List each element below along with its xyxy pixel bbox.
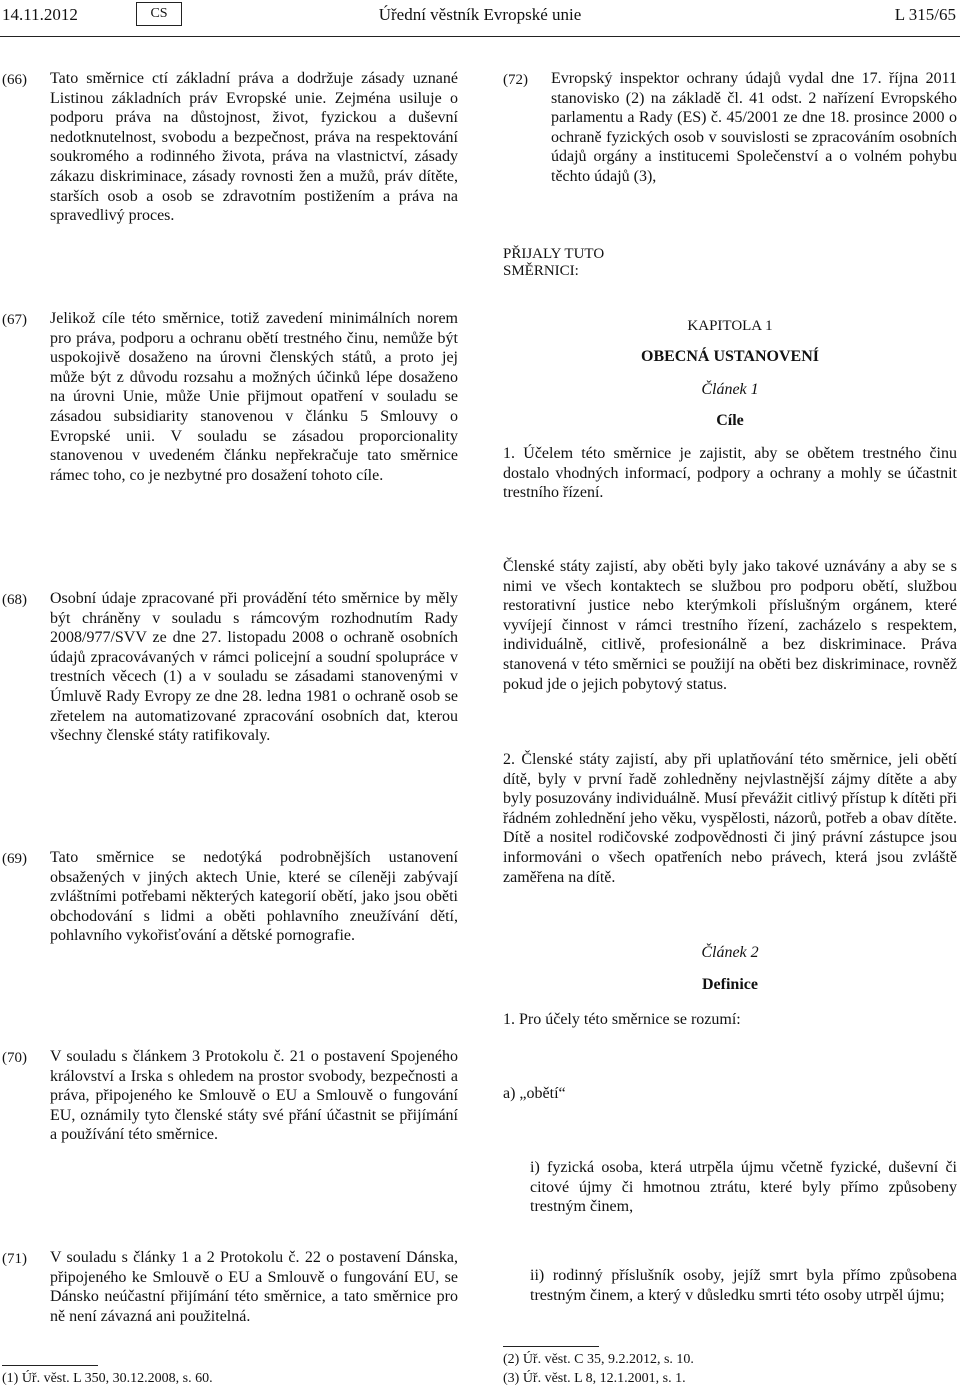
footnote-rule-right <box>503 1346 599 1347</box>
journal-title: Úřední věstník Evropské unie <box>378 5 582 24</box>
article-1-paragraph-1-continued: Členské státy zajistí, aby oběti byly jako takové uznávány a aby se s nimi ve všech kontaktech se službou pro podporu obětí, službou restorativní justice nebo kterýmkoli příslušným orgánem, které vyvíjejí činnost v rámci trestního řízení, zacházelo s respektem, individuálně, citlivě, profesionálně a bez diskriminace. Práva stanovená v této směrnici se použijí na oběti bez diskriminace, rovněž pokud jde o jejich pobytový status. <box>503 558 957 693</box>
footnote-3: (3) Úř. věst. L 8, 12.1.2001, s. 1. <box>503 1371 686 1386</box>
article-1-paragraph-2: 2. Členské státy zajistí, aby při uplatňování této směrnice, jeli obětí dítě, byly v první řadě zohledněny nejvlastnější zájmy dítěte a aby byly posuzovány individuálně. Musí převážit citlivý přístup k dítěti při řádném zohlednění jeho věku, vyspělosti, názorů, potřeb a obav dítěte. Dítě a nositel rodičovské zodpovědnosti či jiný právní zástupce jsou informováni o všech opatřeních nebo právech, která jsou zvláště zaměřena na dítě. <box>503 751 957 886</box>
language-badge: CS <box>136 2 182 26</box>
adoption-formula: PŘIJALY TUTO SMĚRNICI: <box>503 246 605 279</box>
definition-a-i: i) fyzická osoba, která utrpěla újmu včetně fyzické, duševní či citové újmy či hmotnou ztrátu, které byly přímo způsobeny trestným činem, <box>530 1159 957 1216</box>
recital-number: (67) <box>2 312 27 328</box>
footnote-rule-left <box>2 1365 98 1366</box>
article-2-label: Článek 2 <box>701 944 759 961</box>
recital-72-text: Evropský inspektor ochrany údajů vydal dne 17. října 2011 stanovisko (2) na základě čl. 41 odst. 2 nařízení Evropského parlamentu a Rady (ES) č. 45/2001 ze dne 18. prosince 2000 o ochraně fyzických osob v souvislosti se zpracováním osobních údajů orgány a institucemi Společenství a o volném pohybu těchto údajů (3), <box>551 70 957 185</box>
article-2-paragraph-1: 1. Pro účely této směrnice se rozumí: <box>503 1011 741 1028</box>
recital-70-text: V souladu s článkem 3 Protokolu č. 21 o postavení Spojeného království a Irska s ohledem na prostor svobody, bezpečnosti a práva, připojeného ke Smlouvě o EU a Smlouvě o fungování EU, oznámily tyto členské státy své přání účastnit se přijímání a používání této směrnice. <box>50 1048 458 1144</box>
recital-66-text: Tato směrnice ctí základní práva a dodržuje zásady uznané Listinou základních práv Evropské unie. Zejména usiluje o podporu práva na důstojnost, život, fyzickou a duševní nedotknutelnost, svobodu a bezpečnost, práva na respektování soukromého a rodinného života, práva na vlastnictví, zásady zákazu diskriminace, zásady rovnosti žen a mužů, práv dítěte, starších osob a osob se zdravotním postižením a práva na spravedlivý proces. <box>50 70 458 225</box>
recital-number: (66) <box>2 72 27 88</box>
recital-number: (68) <box>2 592 27 608</box>
article-1-title: Cíle <box>716 412 744 429</box>
recital-number: (70) <box>2 1050 27 1066</box>
recital-number: (69) <box>2 851 27 867</box>
definition-a-ii: ii) rodinný příslušník osoby, jejíž smrt byla přímo způsobena trestným činem, a který v důsledku smrti této osoby utrpěl újmu; <box>530 1267 957 1304</box>
recital-number: (71) <box>2 1251 27 1267</box>
chapter-label: KAPITOLA 1 <box>687 318 773 334</box>
header-date: 14.11.2012 <box>2 5 78 24</box>
page-number: L 315/65 <box>894 5 956 24</box>
definition-a: a) „obětí“ <box>503 1085 566 1102</box>
article-1-paragraph-1: 1. Účelem této směrnice je zajistit, aby se obětem trestného činu dostalo vhodných informací, podpory a ochrany a mohly se účastnit trestního řízení. <box>503 445 957 502</box>
recital-67-text: Jelikož cíle této směrnice, totiž zavedení minimálních norem pro práva, podporu a ochranu obětí trestného činu, nemůže být uspokojivě dosaženo na úrovni členských států, a proto jej může být z důvodu rozsahu a možných účinků lépe dosaženo na úrovni Unie, může Unie přijmout opatření v souladu se zásadou subsidiarity stanovenou v článku 5 Smlouvy o Evropské unii. V souladu se zásadou proporcionality stanovenou v uvedeném článku nepřekračuje tato směrnice rámec toho, co je nezbytné pro dosažení tohoto cíle. <box>50 310 458 484</box>
footnote-1: (1) Úř. věst. L 350, 30.12.2008, s. 60. <box>2 1371 213 1386</box>
recital-68-text: Osobní údaje zpracované při provádění této směrnice by měly být chráněny v souladu s rámcovým rozhodnutím Rady 2008/977/SVV ze dne 27. listopadu 2008 o ochraně osobních údajů zpracovávaných v rámci policejní a soudní spolupráce v trestních věcech (1) a v souladu se zásadami stanovenými v Úmluvě Rady Evropy ze dne 28. ledna 1981 o ochraně osob se zřetelem na automatizované zpracování osobních dat, kterou všechny členské státy ratifikovaly. <box>50 590 458 745</box>
recital-69-text: Tato směrnice se nedotýká podrobnějších ustanovení obsažených v jiných aktech Unie, které se cíleněji zabývají zvláštními potřebami některých kategorií obětí, jako jsou oběti obchodování s lidmi a oběti pohlavního zneužívání dětí, pohlavního vykořisťování a dětské pornografie. <box>50 849 458 945</box>
recital-71-text: V souladu s články 1 a 2 Protokolu č. 22 o postavení Dánska, připojeného ke Smlouvě o EU a Smlouvě o fungování EU, se Dánsko neúčastní přijímání této směrnice, a tato směrnice pro ně není závazná ani použitelná. <box>50 1249 458 1325</box>
article-1-label: Článek 1 <box>701 381 759 398</box>
recital-number: (72) <box>503 72 528 88</box>
chapter-title: OBECNÁ USTANOVENÍ <box>641 348 819 365</box>
article-2-title: Definice <box>702 976 758 993</box>
page-header <box>0 0 960 37</box>
footnote-2: (2) Úř. věst. C 35, 9.2.2012, s. 10. <box>503 1352 694 1367</box>
